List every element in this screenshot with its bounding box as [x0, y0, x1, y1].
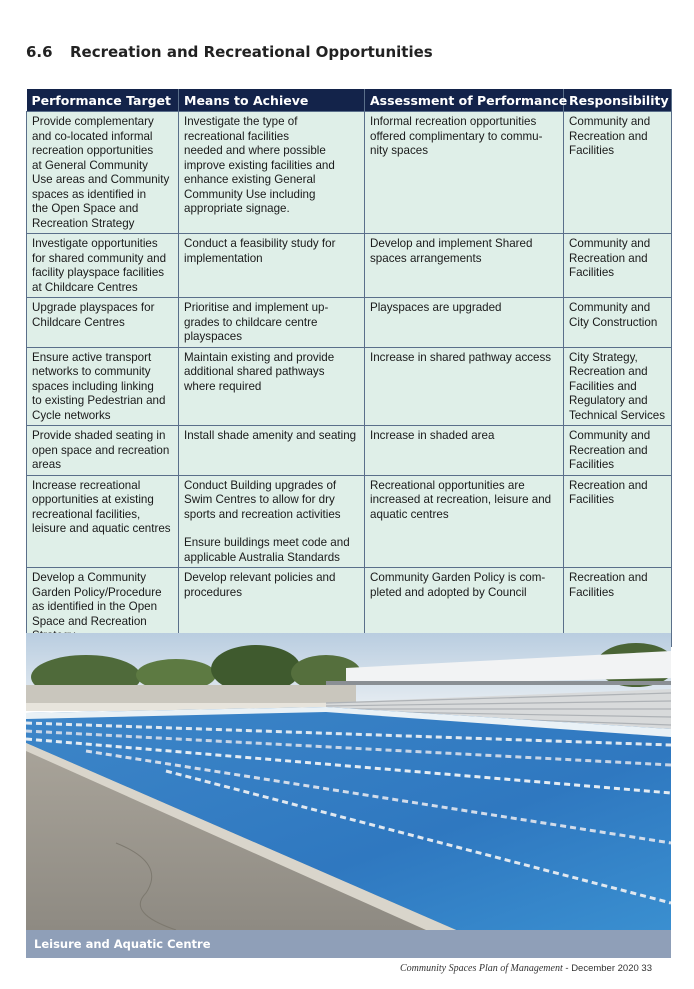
footer-date-page: December 2020 33 [571, 963, 652, 974]
cell-text-line: Recreation and [569, 365, 648, 378]
cell-text-line: additional shared pathways [184, 365, 325, 378]
cell-text-line: aquatic centres [370, 507, 449, 521]
table-row [27, 347, 672, 426]
pool-photo [26, 633, 671, 930]
performance-target-cell [27, 112, 179, 234]
cell-text-line: Maintain existing and provide [184, 350, 335, 364]
cell-text-line: City Strategy, [569, 350, 638, 364]
column-header: Assessment of Performance [365, 89, 564, 112]
responsibility-cell [564, 298, 672, 348]
cell-text-line: Investigate opportunities [32, 237, 158, 250]
cell-text-line: Cycle networks [32, 408, 111, 422]
cell-text-line: Facilities [569, 458, 615, 471]
cell-text-line: Community and [569, 429, 651, 442]
cell-text-line: areas [32, 458, 62, 471]
cell-text-line: Childcare Centres [32, 315, 125, 329]
assessment-cell [365, 234, 564, 298]
cell-text-line: enhance existing General [184, 173, 316, 186]
cell-text-line: Recreation Strategy [32, 216, 135, 230]
column-header: Means to Achieve [179, 89, 365, 112]
cell-text-line: leisure and aquatic centres [32, 522, 171, 535]
table-row [27, 298, 672, 348]
cell-text-line: Playspaces are upgraded [370, 301, 502, 314]
cell-text-line: Conduct a feasibility study for [184, 237, 336, 250]
cell-text-line: spaces as identified in [32, 187, 147, 201]
cell-text-line: offered complimentary to commu- [370, 129, 543, 143]
performance-target-cell [27, 426, 179, 476]
responsibility-cell [564, 234, 672, 298]
cell-text-line: and co-located informal [32, 129, 153, 143]
cell-text-line: open space and recreation [32, 443, 170, 457]
cell-text-line: as identified in the Open [32, 600, 158, 613]
cell-text-line: the Open Space and [32, 202, 139, 215]
cell-text-line: Informal recreation opportunities [370, 115, 537, 128]
means-to-achieve-cell [179, 234, 365, 298]
cell-text-line: Facilities [569, 266, 615, 279]
cell-text-line: Community and [569, 301, 651, 314]
footer-document-title: Community Spaces Plan of Management [399, 963, 563, 974]
section-heading [26, 43, 433, 61]
assessment-cell [365, 298, 564, 348]
means-to-achieve-cell [179, 298, 365, 348]
cell-text-line: Recreation and [569, 443, 648, 457]
cell-text-line: Install shade amenity and seating [184, 429, 357, 442]
cell-text-line: Provide complementary [32, 115, 154, 128]
cell-text-line: Recreation and [569, 571, 648, 584]
performance-target-cell [27, 347, 179, 426]
cell-text-line: Ensure buildings meet code and [184, 536, 350, 549]
cell-text-line: Conduct Building upgrades of [184, 478, 337, 492]
cell-text-line: Garden Policy/Procedure [32, 585, 162, 599]
cell-text-line: improve existing facilities and [184, 158, 335, 172]
cell-text-line: Increase in shaded area [370, 429, 495, 442]
table-row [27, 234, 672, 298]
cell-text-line: for shared community and [32, 251, 167, 265]
responsibility-cell [564, 347, 672, 426]
assessment-cell [365, 475, 564, 568]
cell-text-line: opportunities at existing [32, 493, 154, 506]
cell-text-line: Community and [569, 237, 651, 250]
cell-text-line: needed and where possible [184, 144, 326, 157]
footer-separator: - [562, 963, 572, 974]
cell-text-line: spaces including linking [32, 379, 154, 393]
means-to-achieve-cell [179, 475, 365, 568]
cell-gap [184, 522, 360, 536]
section-title: Recreation and Recreational Opportunities [70, 43, 433, 61]
cell-text-line: Community Garden Policy is com- [370, 571, 546, 584]
cell-text-line: Swim Centres to allow for dry [184, 493, 335, 506]
cell-text-line: to existing Pedestrian and [32, 394, 166, 407]
cell-text-line: Investigate the type of [184, 115, 298, 128]
cell-text-line: facility playspace facilities [32, 266, 165, 279]
cell-text-line: grades to childcare centre [184, 315, 318, 329]
cell-text-line: Facilities and [569, 379, 637, 393]
cell-text-line: sports and recreation activities [184, 507, 341, 521]
means-to-achieve-cell [179, 112, 365, 234]
table-header-row [27, 89, 672, 112]
means-to-achieve-cell [179, 426, 365, 476]
cell-text-line: Ensure active transport [32, 350, 152, 364]
cell-text-line: Provide shaded seating in [32, 429, 166, 442]
assessment-cell [365, 426, 564, 476]
cell-text-line: Prioritise and implement up- [184, 301, 329, 314]
assessment-cell [365, 347, 564, 426]
cell-text-line: recreational facilities [184, 129, 290, 143]
cell-text-line: recreation opportunities [32, 144, 154, 157]
cell-text-line: nity spaces [370, 144, 428, 157]
cell-text-line: recreational facilities, [32, 507, 141, 521]
cell-text-line: procedures [184, 585, 243, 599]
cell-text-line: Recreation and [569, 251, 648, 265]
cell-text-line: Develop and implement Shared [370, 237, 533, 250]
column-header: Responsibility [564, 89, 672, 112]
cell-text-line: pleted and adopted by Council [370, 585, 527, 599]
cell-text-line: Facilities [569, 585, 615, 599]
cell-text-line: Community and [569, 115, 651, 128]
cell-text-line: Increase in shared pathway access [370, 350, 552, 364]
cell-text-line: applicable Australia Standards [184, 550, 340, 564]
responsibility-cell [564, 475, 672, 568]
column-header: Performance Target [27, 89, 179, 112]
photo-caption: Leisure and Aquatic Centre [34, 937, 211, 951]
cell-text-line: spaces arrangements [370, 251, 482, 265]
table-body [27, 112, 672, 647]
cell-text-line: Recreational opportunities are [370, 478, 525, 492]
cell-text-line: Community Use including [184, 187, 316, 201]
cell-text-line: Recreation and [569, 478, 648, 492]
cell-text-line: appropriate signage. [184, 202, 290, 215]
section-number: 6.6 [26, 43, 53, 61]
cell-text-line: at Childcare Centres [32, 280, 138, 294]
cell-text-line: Regulatory and [569, 394, 648, 407]
assessment-cell [365, 112, 564, 234]
cell-text-line: where required [184, 379, 262, 393]
cell-text-line: Upgrade playspaces for [32, 301, 155, 314]
cell-text-line: Use areas and Community [32, 173, 170, 186]
photo-caption-bar [26, 930, 671, 958]
cell-text-line: Develop relevant policies and [184, 571, 336, 584]
cell-text-line: Space and Recreation [32, 614, 147, 628]
table-row [27, 426, 672, 476]
responsibility-cell [564, 112, 672, 234]
cell-text-line: Facilities [569, 144, 615, 157]
cell-text-line: increased at recreation, leisure and [370, 493, 552, 506]
cell-text-line: City Construction [569, 315, 658, 329]
cell-text-line: Recreation and [569, 129, 648, 143]
performance-target-cell [27, 475, 179, 568]
cell-text-line: Develop a Community [32, 571, 147, 584]
cell-text-line: Increase recreational [32, 478, 141, 492]
cell-text-line: at General Community [32, 158, 148, 172]
means-to-achieve-cell [179, 347, 365, 426]
table-row [27, 475, 672, 568]
performance-target-cell [27, 234, 179, 298]
table-row [27, 112, 672, 234]
page-footer [400, 963, 652, 974]
cell-text-line: networks to community [32, 365, 151, 378]
cell-text-line: implementation [184, 251, 263, 265]
performance-target-cell [27, 298, 179, 348]
cell-text-line: Technical Services [569, 408, 666, 422]
cell-text-line: Facilities [569, 493, 615, 506]
cell-text-line: playspaces [184, 330, 243, 343]
performance-table [26, 89, 672, 647]
responsibility-cell [564, 426, 672, 476]
